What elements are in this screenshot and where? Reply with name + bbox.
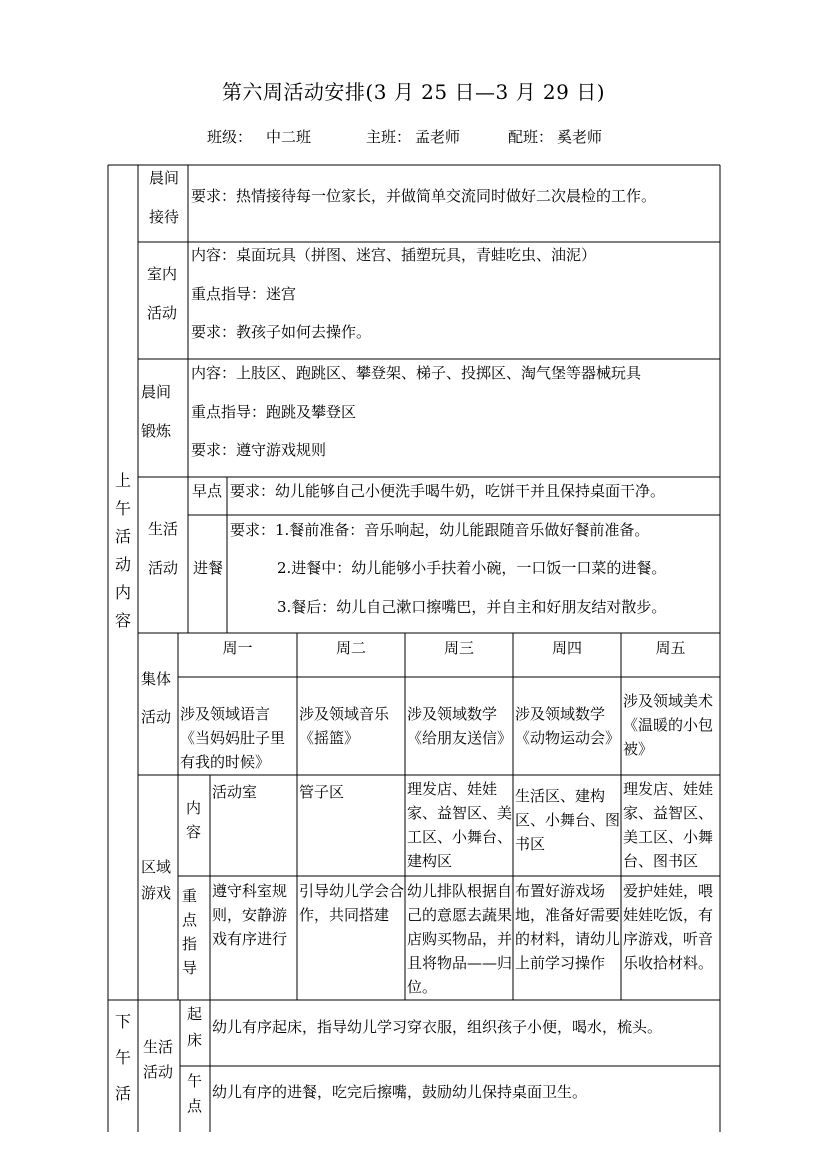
meal-label: 进餐 <box>193 559 224 577</box>
area-label-1: 区域 <box>141 858 172 876</box>
group-activity-fri: 涉及领域美术《温暖的小包被》 <box>623 692 714 758</box>
reception-requirement: 要求：热情接待每一位家长，并做简单交流同时做好二次晨检的工作。 <box>191 187 657 205</box>
group-activity-thu: 涉及领域数学《动物运动会》 <box>515 705 621 747</box>
reception-label-2: 接待 <box>149 208 180 226</box>
area-content-label: 内容 <box>186 799 202 841</box>
exercise-label-1: 晨间 <box>141 383 172 401</box>
breakfast-requirement: 要求：幼儿能够自己小便洗手喝牛奶，吃饼干并且保持桌面干净。 <box>230 482 666 500</box>
area-focus-label: 重点指导 <box>182 887 198 977</box>
indoor-label-2: 活动 <box>147 304 178 322</box>
class-label: 班级： <box>207 128 253 146</box>
indoor-content: 内容：桌面玩具（拼图、迷宫、插塑玩具，青蛙吃虫、油泥） <box>191 246 597 264</box>
exercise-focus: 重点指导：跑跳及攀登区 <box>191 403 357 421</box>
area-label-2: 游戏 <box>141 884 172 902</box>
group-activity-tue: 涉及领域音乐《摇篮》 <box>299 705 390 747</box>
day-header-fri: 周五 <box>655 639 686 657</box>
day-header-thu: 周四 <box>551 639 582 657</box>
indoor-focus: 重点指导：迷宫 <box>191 285 297 303</box>
exercise-label-2: 锻炼 <box>141 422 172 440</box>
group-label-2: 活动 <box>141 708 172 726</box>
teacher-label: 主班： <box>366 128 412 146</box>
morning-label-char: 动 <box>114 555 131 574</box>
area-focus-wed: 幼儿排队根据自己的意愿去蔬果店购买物品，并且将物品——归位。 <box>407 882 513 996</box>
life-label-2: 活动 <box>148 559 179 577</box>
morning-label-char: 内 <box>114 583 131 602</box>
life-label-1: 生活 <box>148 520 179 538</box>
meal-requirement-1: 要求：1.餐前准备：音乐响起，幼儿能跟随音乐做好餐前准备。 <box>230 521 650 539</box>
breakfast-label: 早点 <box>192 482 223 500</box>
afternoon-label-char: 午 <box>114 1048 131 1067</box>
indoor-label-1: 室内 <box>147 265 178 283</box>
meal-requirement-2: 2.进餐中：幼儿能够小手扶着小碗，一口饭一口菜的进餐。 <box>277 559 667 577</box>
morning-label-char: 容 <box>114 611 131 630</box>
area-content-mon: 活动室 <box>212 783 258 801</box>
wake-label-1: 起 <box>187 1005 203 1023</box>
afternoon-life-label-2: 活动 <box>143 1063 174 1081</box>
exercise-requirement: 要求：遵守游戏规则 <box>191 441 327 459</box>
afternoon-life-label-1: 生活 <box>143 1038 174 1056</box>
snack-label-2: 点 <box>187 1097 203 1115</box>
assistant-value: 奚老师 <box>557 128 603 146</box>
area-content-fri: 理发店、娃娃家、益智区、美工区、小舞台、图书区 <box>623 780 714 870</box>
group-activity-mon: 涉及领域语言《当妈妈肚子里有我的时候》 <box>180 705 286 771</box>
day-header-mon: 周一 <box>222 639 253 657</box>
snack-label-1: 午 <box>187 1072 203 1090</box>
meal-requirement-3: 3.餐后：幼儿自己漱口擦嘴巴，并自主和好朋友结对散步。 <box>277 598 667 616</box>
morning-label-char: 活 <box>114 527 131 546</box>
area-focus-fri: 爱护娃娃，喂娃娃吃饭，有序游戏，听音乐收拾材料。 <box>623 882 714 972</box>
afternoon-label-char: 活 <box>114 1084 131 1103</box>
day-header-tue: 周二 <box>335 639 366 657</box>
assistant-label: 配班： <box>508 128 554 146</box>
wake-label-2: 床 <box>187 1031 203 1049</box>
afternoon-section-label <box>112 1008 134 1108</box>
class-value: 中二班 <box>266 128 312 146</box>
exercise-content: 内容：上肢区、跑跳区、攀登架、梯子、投掷区、淘气堡等器械玩具 <box>191 364 642 382</box>
area-content-tue: 管子区 <box>299 783 345 801</box>
snack-text: 幼儿有序的进餐，吃完后擦嘴，鼓励幼儿保持桌面卫生。 <box>212 1083 588 1101</box>
morning-section-label <box>112 467 134 635</box>
page-title: 第六周活动安排(3 月 25 日—3 月 29 日) <box>221 80 606 104</box>
group-activity-wed: 涉及领域数学《给朋友送信》 <box>407 705 513 747</box>
morning-label-char: 上 <box>114 471 131 490</box>
indoor-requirement: 要求：教孩子如何去操作。 <box>191 323 372 341</box>
teacher-value: 孟老师 <box>415 128 461 146</box>
reception-label-1: 晨间 <box>149 169 180 187</box>
afternoon-label-char: 下 <box>114 1012 131 1031</box>
area-focus-thu: 布置好游戏场地，准备好需要的材料，请幼儿上前学习操作 <box>515 882 621 972</box>
area-content-wed: 理发店、娃娃家、益智区、美工区、小舞台、建构区 <box>407 780 513 870</box>
area-content-thu: 生活区、建构区、小舞台、图书区 <box>515 787 621 853</box>
group-label-1: 集体 <box>141 670 172 688</box>
morning-label-char: 午 <box>114 499 131 518</box>
day-header-wed: 周三 <box>443 639 474 657</box>
area-focus-mon: 遵守科室规则，安静游戏有序进行 <box>212 882 288 948</box>
area-focus-tue: 引导幼儿学会合作，共同搭建 <box>299 882 405 924</box>
wake-text: 幼儿有序起床，指导幼儿学习穿衣服，组织孩子小便，喝水，梳头。 <box>212 1018 663 1036</box>
